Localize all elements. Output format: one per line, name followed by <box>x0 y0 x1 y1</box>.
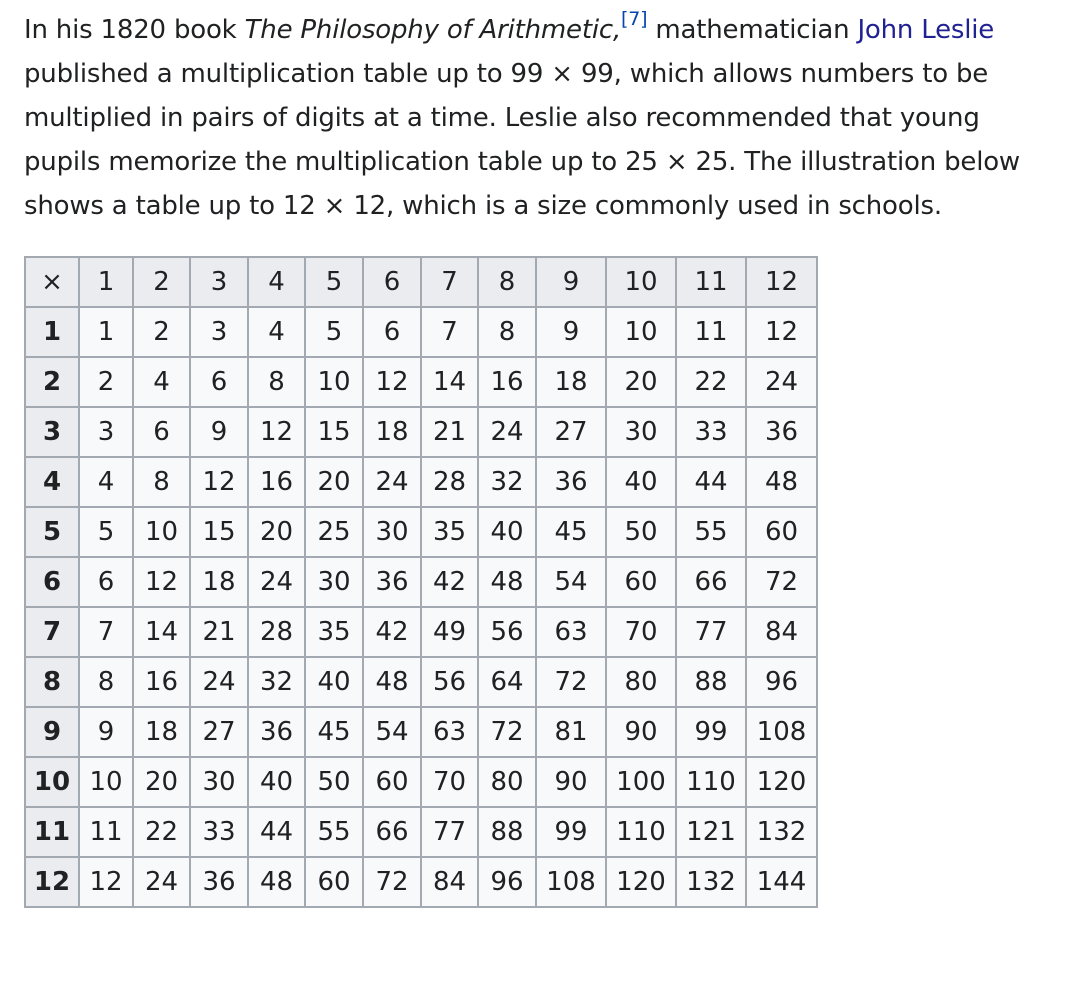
product-cell: 30 <box>190 757 248 807</box>
row-header: 9 <box>25 707 79 757</box>
product-cell: 12 <box>363 357 421 407</box>
product-cell: 18 <box>536 357 606 407</box>
table-row <box>25 707 817 757</box>
product-cell: 84 <box>746 607 817 657</box>
product-cell: 12 <box>133 557 190 607</box>
table-row <box>25 607 817 657</box>
product-cell: 99 <box>536 807 606 857</box>
product-cell: 6 <box>190 357 248 407</box>
product-cell: 20 <box>305 457 363 507</box>
product-cell: 63 <box>421 707 478 757</box>
multiplication-table <box>24 256 818 908</box>
product-cell: 6 <box>133 407 190 457</box>
product-cell: 1 <box>79 307 133 357</box>
product-cell: 33 <box>676 407 746 457</box>
product-cell: 44 <box>248 807 305 857</box>
product-cell: 36 <box>746 407 817 457</box>
product-cell: 9 <box>79 707 133 757</box>
product-cell: 80 <box>606 657 676 707</box>
product-cell: 5 <box>305 307 363 357</box>
product-cell: 2 <box>79 357 133 407</box>
product-cell: 3 <box>79 407 133 457</box>
product-cell: 2 <box>133 307 190 357</box>
table-row <box>25 507 817 557</box>
product-cell: 40 <box>606 457 676 507</box>
citation-link[interactable]: [7] <box>621 8 648 31</box>
product-cell: 30 <box>606 407 676 457</box>
product-cell: 45 <box>536 507 606 557</box>
product-cell: 28 <box>421 457 478 507</box>
row-header: 11 <box>25 807 79 857</box>
product-cell: 66 <box>363 807 421 857</box>
product-cell: 22 <box>133 807 190 857</box>
product-cell: 35 <box>305 607 363 657</box>
column-header: 11 <box>676 257 746 307</box>
product-cell: 21 <box>421 407 478 457</box>
product-cell: 30 <box>305 557 363 607</box>
product-cell: 36 <box>363 557 421 607</box>
product-cell: 25 <box>305 507 363 557</box>
product-cell: 36 <box>190 857 248 907</box>
product-cell: 4 <box>133 357 190 407</box>
product-cell: 108 <box>746 707 817 757</box>
product-cell: 28 <box>248 607 305 657</box>
row-header: 5 <box>25 507 79 557</box>
product-cell: 36 <box>248 707 305 757</box>
product-cell: 132 <box>746 807 817 857</box>
product-cell: 48 <box>363 657 421 707</box>
product-cell: 27 <box>536 407 606 457</box>
product-cell: 11 <box>79 807 133 857</box>
product-cell: 16 <box>478 357 536 407</box>
column-header: 8 <box>478 257 536 307</box>
product-cell: 60 <box>305 857 363 907</box>
product-cell: 66 <box>676 557 746 607</box>
product-cell: 12 <box>190 457 248 507</box>
column-header: 3 <box>190 257 248 307</box>
product-cell: 9 <box>536 307 606 357</box>
product-cell: 14 <box>421 357 478 407</box>
product-cell: 63 <box>536 607 606 657</box>
product-cell: 108 <box>536 857 606 907</box>
product-cell: 48 <box>478 557 536 607</box>
product-cell: 64 <box>478 657 536 707</box>
table-row <box>25 807 817 857</box>
row-header: 6 <box>25 557 79 607</box>
product-cell: 24 <box>248 557 305 607</box>
product-cell: 12 <box>248 407 305 457</box>
product-cell: 49 <box>421 607 478 657</box>
product-cell: 30 <box>363 507 421 557</box>
column-header: 7 <box>421 257 478 307</box>
product-cell: 15 <box>190 507 248 557</box>
product-cell: 48 <box>746 457 817 507</box>
product-cell: 100 <box>606 757 676 807</box>
product-cell: 10 <box>305 357 363 407</box>
product-cell: 90 <box>536 757 606 807</box>
table-row <box>25 407 817 457</box>
product-cell: 22 <box>676 357 746 407</box>
product-cell: 18 <box>133 707 190 757</box>
product-cell: 84 <box>421 857 478 907</box>
product-cell: 8 <box>478 307 536 357</box>
product-cell: 6 <box>79 557 133 607</box>
product-cell: 24 <box>363 457 421 507</box>
product-cell: 70 <box>606 607 676 657</box>
product-cell: 12 <box>79 857 133 907</box>
product-cell: 24 <box>133 857 190 907</box>
product-cell: 40 <box>248 757 305 807</box>
product-cell: 50 <box>606 507 676 557</box>
product-cell: 32 <box>478 457 536 507</box>
product-cell: 120 <box>606 857 676 907</box>
row-header: 2 <box>25 357 79 407</box>
product-cell: 90 <box>606 707 676 757</box>
product-cell: 54 <box>363 707 421 757</box>
product-cell: 110 <box>606 807 676 857</box>
row-header: 1 <box>25 307 79 357</box>
product-cell: 9 <box>190 407 248 457</box>
intro-text-1: In his 1820 book <box>24 15 245 45</box>
table-row <box>25 557 817 607</box>
intro-text-2: mathematician <box>647 15 858 45</box>
column-header: 9 <box>536 257 606 307</box>
table-row <box>25 757 817 807</box>
product-cell: 60 <box>606 557 676 607</box>
john-leslie-link[interactable]: John Leslie <box>857 15 995 45</box>
product-cell: 60 <box>363 757 421 807</box>
product-cell: 77 <box>676 607 746 657</box>
product-cell: 42 <box>421 557 478 607</box>
product-cell: 40 <box>478 507 536 557</box>
row-header: 12 <box>25 857 79 907</box>
table-row <box>25 307 817 357</box>
header-row <box>25 257 817 307</box>
product-cell: 70 <box>421 757 478 807</box>
product-cell: 88 <box>478 807 536 857</box>
product-cell: 14 <box>133 607 190 657</box>
column-header: 1 <box>79 257 133 307</box>
product-cell: 72 <box>363 857 421 907</box>
book-title: The Philosophy of Arithmetic, <box>244 15 622 45</box>
product-cell: 56 <box>478 607 536 657</box>
product-cell: 21 <box>190 607 248 657</box>
product-cell: 8 <box>79 657 133 707</box>
product-cell: 55 <box>305 807 363 857</box>
product-cell: 8 <box>133 457 190 507</box>
product-cell: 12 <box>746 307 817 357</box>
product-cell: 120 <box>746 757 817 807</box>
column-header: 2 <box>133 257 190 307</box>
row-header: 3 <box>25 407 79 457</box>
product-cell: 36 <box>536 457 606 507</box>
product-cell: 121 <box>676 807 746 857</box>
table-row <box>25 857 817 907</box>
product-cell: 48 <box>248 857 305 907</box>
product-cell: 35 <box>421 507 478 557</box>
column-header: 12 <box>746 257 817 307</box>
product-cell: 96 <box>478 857 536 907</box>
product-cell: 72 <box>478 707 536 757</box>
product-cell: 24 <box>746 357 817 407</box>
row-header: 7 <box>25 607 79 657</box>
product-cell: 5 <box>79 507 133 557</box>
product-cell: 88 <box>676 657 746 707</box>
product-cell: 7 <box>421 307 478 357</box>
product-cell: 99 <box>676 707 746 757</box>
product-cell: 110 <box>676 757 746 807</box>
table-row <box>25 357 817 407</box>
table-header <box>25 257 817 307</box>
product-cell: 54 <box>536 557 606 607</box>
product-cell: 15 <box>305 407 363 457</box>
corner-cell: × <box>25 257 79 307</box>
column-header: 10 <box>606 257 676 307</box>
product-cell: 55 <box>676 507 746 557</box>
product-cell: 45 <box>305 707 363 757</box>
product-cell: 32 <box>248 657 305 707</box>
product-cell: 33 <box>190 807 248 857</box>
product-cell: 10 <box>606 307 676 357</box>
product-cell: 11 <box>676 307 746 357</box>
product-cell: 20 <box>248 507 305 557</box>
product-cell: 77 <box>421 807 478 857</box>
product-cell: 4 <box>79 457 133 507</box>
intro-text-3: published a multiplication table up to 99 × 99, which allows numbers to be multiplied in pairs of digits at a time. Leslie also recommended that young pupils memorize the multiplication table up to 25 × 25. The illustration below shows a table up to 12 × 12, which is a size commonly used in schools. <box>24 59 1020 221</box>
product-cell: 72 <box>746 557 817 607</box>
product-cell: 8 <box>248 357 305 407</box>
row-header: 10 <box>25 757 79 807</box>
product-cell: 80 <box>478 757 536 807</box>
product-cell: 24 <box>478 407 536 457</box>
product-cell: 44 <box>676 457 746 507</box>
product-cell: 10 <box>133 507 190 557</box>
product-cell: 20 <box>133 757 190 807</box>
product-cell: 27 <box>190 707 248 757</box>
table-body <box>25 307 817 907</box>
product-cell: 72 <box>536 657 606 707</box>
product-cell: 144 <box>746 857 817 907</box>
product-cell: 16 <box>133 657 190 707</box>
product-cell: 24 <box>190 657 248 707</box>
product-cell: 6 <box>363 307 421 357</box>
product-cell: 40 <box>305 657 363 707</box>
product-cell: 42 <box>363 607 421 657</box>
product-cell: 81 <box>536 707 606 757</box>
row-header: 4 <box>25 457 79 507</box>
product-cell: 18 <box>363 407 421 457</box>
product-cell: 20 <box>606 357 676 407</box>
row-header: 8 <box>25 657 79 707</box>
product-cell: 3 <box>190 307 248 357</box>
product-cell: 4 <box>248 307 305 357</box>
product-cell: 18 <box>190 557 248 607</box>
product-cell: 7 <box>79 607 133 657</box>
column-header: 4 <box>248 257 305 307</box>
column-header: 5 <box>305 257 363 307</box>
product-cell: 60 <box>746 507 817 557</box>
product-cell: 50 <box>305 757 363 807</box>
product-cell: 10 <box>79 757 133 807</box>
product-cell: 96 <box>746 657 817 707</box>
intro-paragraph <box>24 8 1054 228</box>
column-header: 6 <box>363 257 421 307</box>
table-row <box>25 657 817 707</box>
product-cell: 16 <box>248 457 305 507</box>
table-row <box>25 457 817 507</box>
product-cell: 132 <box>676 857 746 907</box>
product-cell: 56 <box>421 657 478 707</box>
